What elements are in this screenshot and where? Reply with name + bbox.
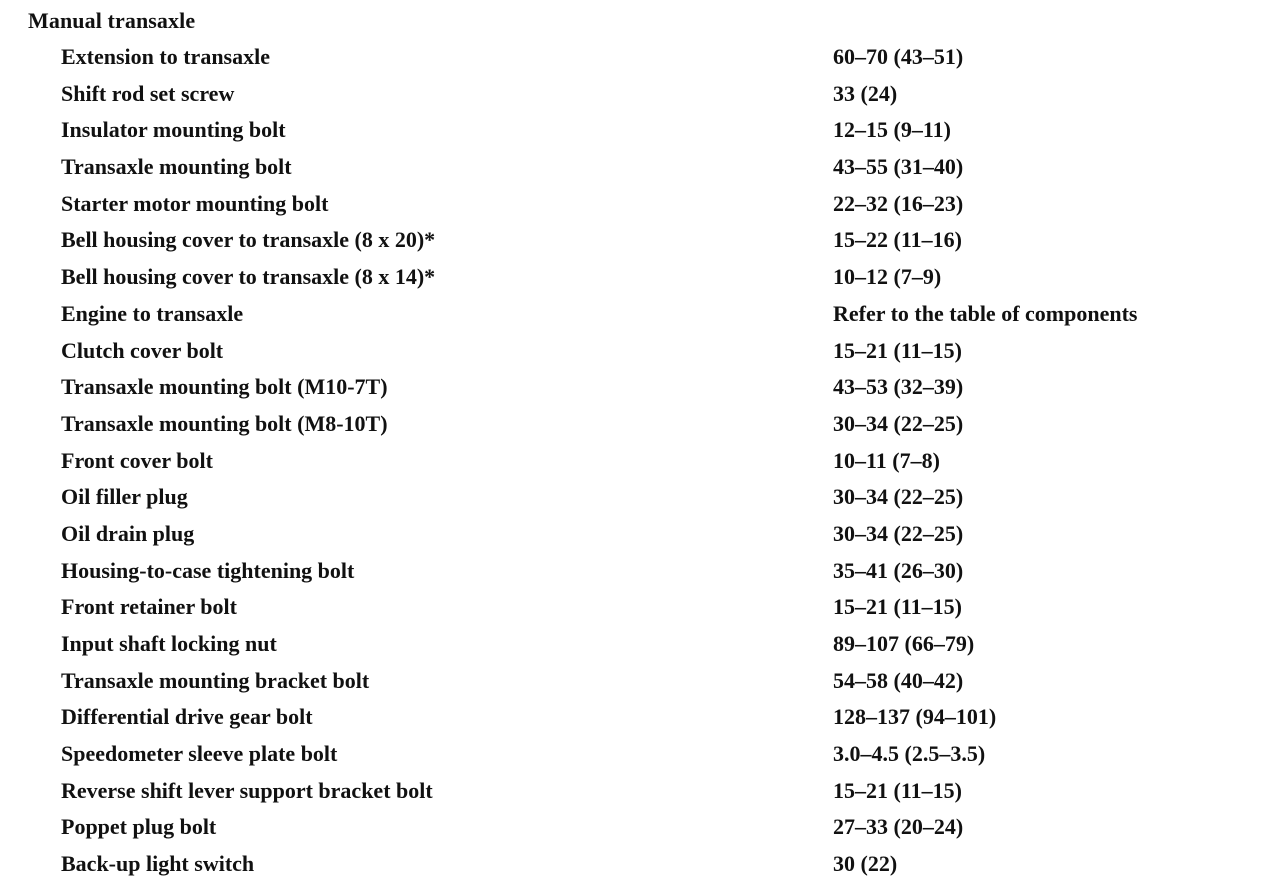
table-row <box>0 336 1264 373</box>
row-label: Oil filler plug <box>61 484 188 510</box>
table-row <box>0 812 1264 849</box>
row-label: Extension to transaxle <box>61 44 270 69</box>
section-title: Manual transaxle <box>28 8 196 33</box>
row-label: Housing-to-case tightening bolt <box>61 557 355 583</box>
table-row <box>0 592 1264 629</box>
table-row <box>0 519 1264 556</box>
row-value: 89–107 (66–79) <box>833 631 975 656</box>
row-label: Bell housing cover to transaxle (8 x 14)* <box>61 264 436 290</box>
row-value: 22–32 (16–23) <box>833 190 964 216</box>
row-value: 10–12 (7–9) <box>833 264 942 290</box>
table-row <box>0 262 1264 299</box>
table-row <box>0 189 1264 226</box>
table-row <box>0 79 1264 116</box>
row-value: 60–70 (43–51) <box>833 44 964 69</box>
row-label: Speedometer sleeve plate bolt <box>61 741 338 767</box>
row-label: Transaxle mounting bolt (M10-7T) <box>61 374 388 400</box>
row-label: Input shaft locking nut <box>61 631 277 656</box>
table-row <box>0 739 1264 776</box>
row-value: 10–11 (7–8) <box>833 447 940 473</box>
row-label: Engine to transaxle <box>61 300 244 326</box>
row-value: 30–34 (22–25) <box>833 520 964 546</box>
table-row <box>0 446 1264 483</box>
row-value: 30 (22) <box>833 851 898 877</box>
table-row <box>0 42 1264 79</box>
row-value: 27–33 (20–24) <box>833 814 964 840</box>
row-label: Front cover bolt <box>61 447 213 473</box>
row-value: 30–34 (22–25) <box>833 484 964 510</box>
table-row <box>0 115 1264 152</box>
row-value: 15–22 (11–16) <box>833 227 962 253</box>
table-row <box>0 225 1264 262</box>
row-value: 30–34 (22–25) <box>833 410 964 436</box>
row-label: Clutch cover bolt <box>61 337 224 363</box>
row-label: Starter motor mounting bolt <box>61 190 329 216</box>
row-label: Front retainer bolt <box>61 594 237 620</box>
row-value: 15–21 (11–15) <box>833 777 962 803</box>
row-label: Transaxle mounting bolt <box>61 154 292 180</box>
row-value: 128–137 (94–101) <box>833 704 997 730</box>
row-label: Back-up light switch <box>61 851 255 877</box>
table-row <box>0 556 1264 593</box>
table-row <box>0 372 1264 409</box>
row-value: 12–15 (9–11) <box>833 117 951 143</box>
row-value: Refer to the table of components <box>833 300 1138 326</box>
row-label: Oil drain plug <box>61 520 195 546</box>
row-label: Transaxle mounting bolt (M8-10T) <box>61 410 388 436</box>
table-row <box>0 409 1264 446</box>
torque-spec-table <box>0 42 1264 886</box>
table-row <box>0 482 1264 519</box>
row-label: Shift rod set screw <box>61 80 235 106</box>
row-label: Differential drive gear bolt <box>61 704 313 730</box>
row-value: 15–21 (11–15) <box>833 594 962 620</box>
row-label: Reverse shift lever support bracket bolt <box>61 777 433 803</box>
table-row <box>0 299 1264 336</box>
row-value: 43–55 (31–40) <box>833 154 964 180</box>
row-value: 43–53 (32–39) <box>833 374 964 400</box>
row-label: Transaxle mounting bracket bolt <box>61 667 370 693</box>
table-row <box>0 152 1264 189</box>
table-row <box>0 849 1264 886</box>
row-label: Insulator mounting bolt <box>61 117 286 143</box>
row-label: Bell housing cover to transaxle (8 x 20)* <box>61 227 436 253</box>
row-value: 33 (24) <box>833 80 898 106</box>
table-row <box>0 702 1264 739</box>
table-row <box>0 776 1264 813</box>
table-row <box>0 629 1264 666</box>
row-value: 3.0–4.5 (2.5–3.5) <box>833 741 986 767</box>
table-row <box>0 666 1264 703</box>
row-value: 35–41 (26–30) <box>833 557 964 583</box>
row-label: Poppet plug bolt <box>61 814 217 840</box>
row-value: 15–21 (11–15) <box>833 337 962 363</box>
row-value: 54–58 (40–42) <box>833 667 964 693</box>
